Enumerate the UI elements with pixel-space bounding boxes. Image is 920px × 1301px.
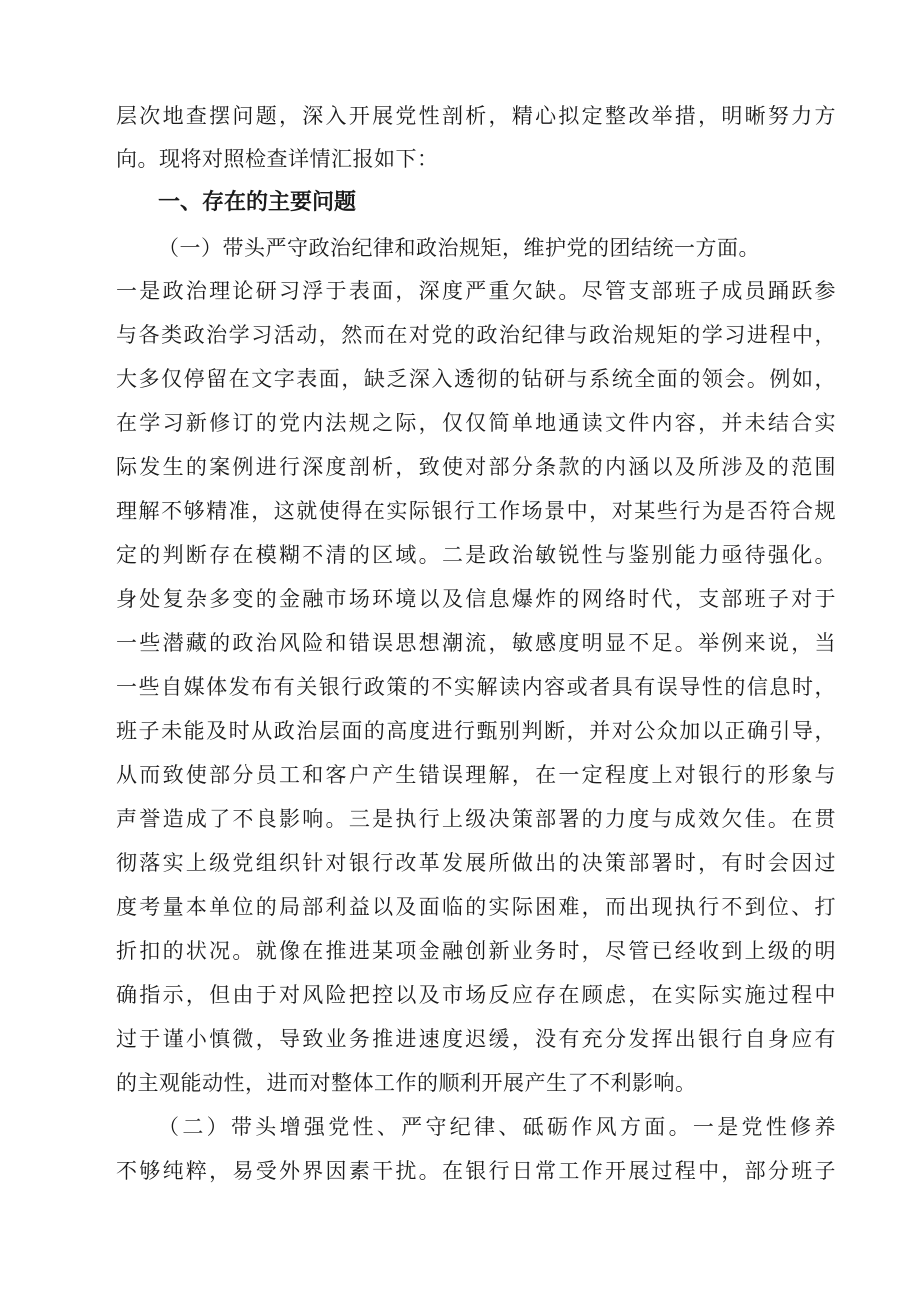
- intro-line-1: 层次地查摆问题，深入开展党性剖析，精心拟定整改举措，明晰努力方: [116, 104, 836, 128]
- paragraph-line: 一是政治理论研习浮于表面，深度严重欠缺。尽管支部班子成员踊跃参: [116, 279, 836, 303]
- paragraph-line: 大多仅停留在文字表面，缺乏深入透彻的钻研与系统全面的领会。例如，: [116, 367, 836, 391]
- paragraph-line: 理解不够精准，这就使得在实际银行工作场景中，对某些行为是否符合规: [116, 499, 836, 523]
- paragraph-line: 声誉造成了不良影响。三是执行上级决策部署的力度与成效欠佳。在贯: [116, 807, 836, 831]
- paragraph-line: 际发生的案例进行深度剖析，致使对部分条款的内涵以及所涉及的范围: [116, 455, 836, 479]
- paragraph-line: 身处复杂多变的金融市场环境以及信息爆炸的网络时代，支部班子对于: [116, 587, 836, 611]
- paragraph-line: 确指示，但由于对风险把控以及市场反应存在顾虑，在实际实施过程中: [116, 983, 836, 1007]
- paragraph-line: 一些自媒体发布有关银行政策的不实解读内容或者具有误导性的信息时，: [116, 675, 836, 699]
- section-title: 一、存在的主要问题: [158, 190, 357, 215]
- paragraph-line: 班子未能及时从政治层面的高度进行甄别判断，并对公众加以正确引导，: [116, 719, 836, 743]
- subsection-2-title: （二）带头增强党性、严守纪律、砥砺作风方面。一是党性修养: [158, 1115, 836, 1139]
- paragraph-line: 彻落实上级党组织针对银行改革发展所做出的决策部署时，有时会因过: [116, 851, 836, 875]
- paragraph-line: 过于谨小慎微，导致业务推进速度迟缓，没有充分发挥出银行自身应有: [116, 1027, 836, 1051]
- paragraph-line: 不够纯粹，易受外界因素干扰。在银行日常工作开展过程中，部分班子: [116, 1159, 836, 1183]
- subsection-1-title: （一）带头严守政治纪律和政治规矩，维护党的团结统一方面。: [158, 236, 760, 260]
- paragraph-line: 定的判断存在模糊不清的区域。二是政治敏锐性与鉴别能力亟待强化。: [116, 543, 836, 567]
- paragraph-line: 度考量本单位的局部利益以及面临的实际困难，而出现执行不到位、打: [116, 895, 836, 919]
- paragraph-line: 从而致使部分员工和客户产生错误理解，在一定程度上对银行的形象与: [116, 763, 836, 787]
- paragraph-line: 折扣的状况。就像在推进某项金融创新业务时，尽管已经收到上级的明: [116, 939, 836, 963]
- paragraph-line: 一些潜藏的政治风险和错误思想潮流，敏感度明显不足。举例来说，当: [116, 631, 836, 655]
- paragraph-line: 在学习新修订的党内法规之际，仅仅简单地通读文件内容，并未结合实: [116, 411, 836, 435]
- paragraph-line: 的主观能动性，进而对整体工作的顺利开展产生了不利影响。: [116, 1071, 697, 1095]
- intro-line-2: 向。现将对照检查详情汇报如下：: [116, 147, 439, 171]
- paragraph-line: 与各类政治学习活动，然而在对党的政治纪律与政治规矩的学习进程中，: [116, 323, 836, 347]
